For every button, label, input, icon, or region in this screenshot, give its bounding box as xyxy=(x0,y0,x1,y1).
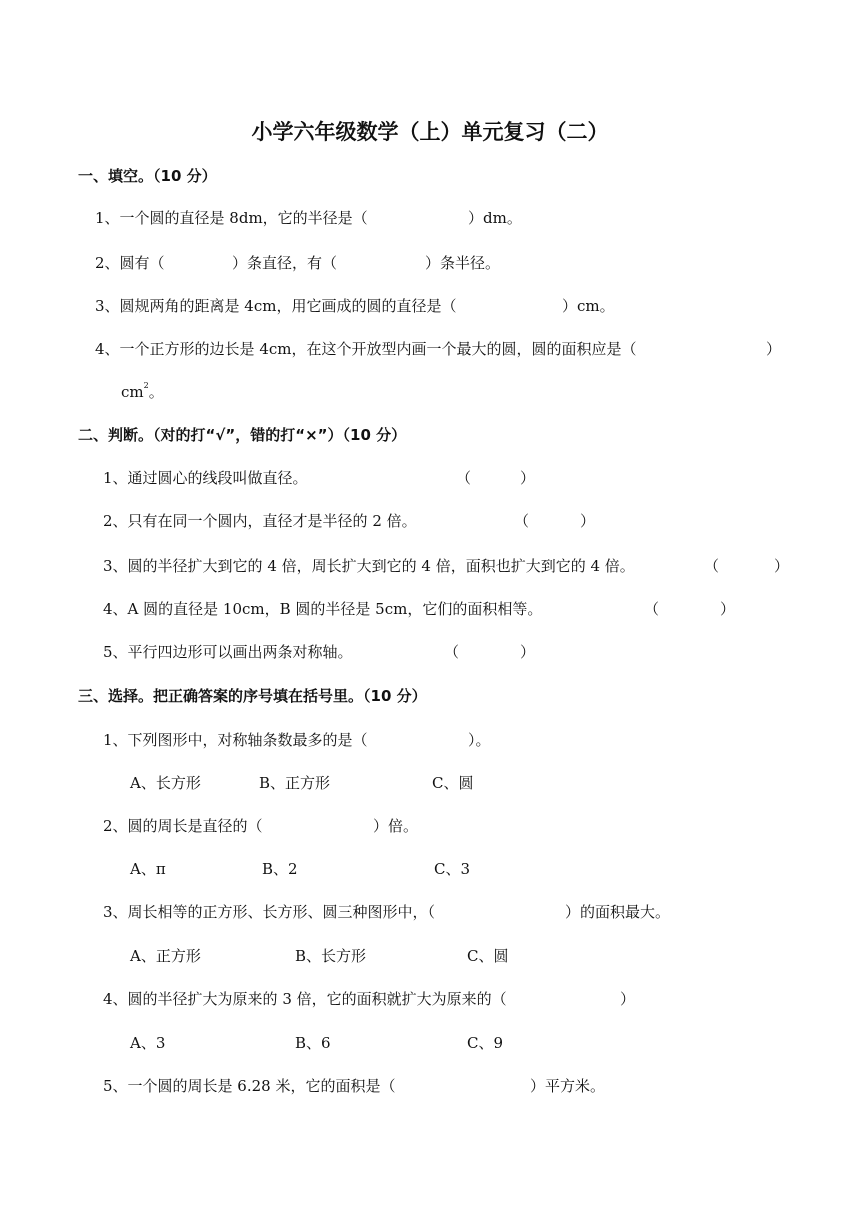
choice-q4-option-c: C、9 xyxy=(467,1034,504,1052)
choice-q2-option-c: C、3 xyxy=(434,860,471,878)
judge-item-3: 3、圆的半径扩大到它的 4 倍，周长扩大到它的 4 倍，面积也扩大到它的 4 倍。 xyxy=(103,557,635,575)
fill-q4-close: ） xyxy=(766,340,782,358)
choice-q2-after: ）倍。 xyxy=(373,817,419,835)
unit-text: cm xyxy=(121,383,144,401)
fill-q2-text: 2、圆有（ xyxy=(95,254,165,272)
judge-item-1: 1、通过圆心的线段叫做直径。 xyxy=(103,469,308,487)
judge-2-close: ） xyxy=(580,512,596,530)
fill-q2-mid: ）条直径，有（ xyxy=(232,254,338,272)
fill-q1-after: ）dm。 xyxy=(468,209,522,227)
choice-q2-text: 2、圆的周长是直径的（ xyxy=(103,817,263,835)
choice-q3-option-a: A、正方形 xyxy=(130,947,201,965)
fill-q1-text: 1、一个圆的直径是 8dm，它的半径是（ xyxy=(95,209,368,227)
choice-q3-after: ）的面积最大。 xyxy=(565,903,671,921)
fill-q2-end: ）条半径。 xyxy=(425,254,501,272)
choice-q1-after: ）。 xyxy=(468,731,491,749)
judge-3-close: ） xyxy=(774,557,790,575)
section-heading-multiple-choice: 三、选择。把正确答案的序号填在括号里。（10 分） xyxy=(78,687,427,705)
section-heading-fill-blank: 一、填空。（10 分） xyxy=(78,167,217,185)
judge-1-close: ） xyxy=(520,469,536,487)
unit-end: 。 xyxy=(148,383,164,401)
choice-q2-option-b: B、2 xyxy=(262,860,298,878)
judge-4-close: ） xyxy=(720,600,736,618)
page-title: 小学六年级数学（上）单元复习（二） xyxy=(251,120,609,144)
judge-5-close: ） xyxy=(520,643,536,661)
choice-q3-option-b: B、长方形 xyxy=(295,947,367,965)
judge-item-2: 2、只有在同一个圆内，直径才是半径的 2 倍。 xyxy=(103,512,417,530)
choice-q3-option-c: C、圆 xyxy=(467,947,509,965)
choice-q1-option-c: C、圆 xyxy=(432,774,474,792)
fill-q3-after: ）cm。 xyxy=(562,297,615,315)
unit-superscript: 2 xyxy=(143,381,149,390)
choice-q4-text: 4、圆的半径扩大为原来的 3 倍，它的面积就扩大为原来的（ xyxy=(103,990,507,1008)
judge-4-open: （ xyxy=(644,600,660,618)
judge-2-open: （ xyxy=(514,512,530,530)
judge-3-open: （ xyxy=(704,557,720,575)
fill-q4-text: 4、一个正方形的边长是 4cm，在这个开放型内画一个最大的圆，圆的面积应是（ xyxy=(95,340,637,358)
choice-q3-text: 3、周长相等的正方形、长方形、圆三种图形中，（ xyxy=(103,903,436,921)
choice-q4-option-b: B、6 xyxy=(295,1034,331,1052)
judge-5-open: （ xyxy=(444,643,460,661)
choice-q4-after: ） xyxy=(620,990,636,1008)
choice-q1-option-b: B、正方形 xyxy=(259,774,331,792)
judge-item-5: 5、平行四边形可以画出两条对称轴。 xyxy=(103,643,353,661)
judge-1-open: （ xyxy=(456,469,472,487)
choice-q4-option-a: A、3 xyxy=(130,1034,166,1052)
section-heading-true-false: 二、判断。（对的打“√”，错的打“×”）（10 分） xyxy=(78,426,407,444)
choice-q5-text: 5、一个圆的周长是 6.28 米，它的面积是（ xyxy=(103,1077,396,1095)
judge-item-4: 4、A 圆的直径是 10cm，B 圆的半径是 5cm，它们的面积相等。 xyxy=(103,600,543,618)
fill-q3-text: 3、圆规两角的距离是 4cm，用它画成的圆的直径是（ xyxy=(95,297,457,315)
fill-q4-unit xyxy=(121,382,164,402)
choice-q2-option-a: A、π xyxy=(130,860,166,878)
choice-q1-option-a: A、长方形 xyxy=(130,774,201,792)
choice-q1-text: 1、下列图形中，对称轴条数最多的是（ xyxy=(103,731,368,749)
choice-q5-after: ）平方米。 xyxy=(530,1077,606,1095)
